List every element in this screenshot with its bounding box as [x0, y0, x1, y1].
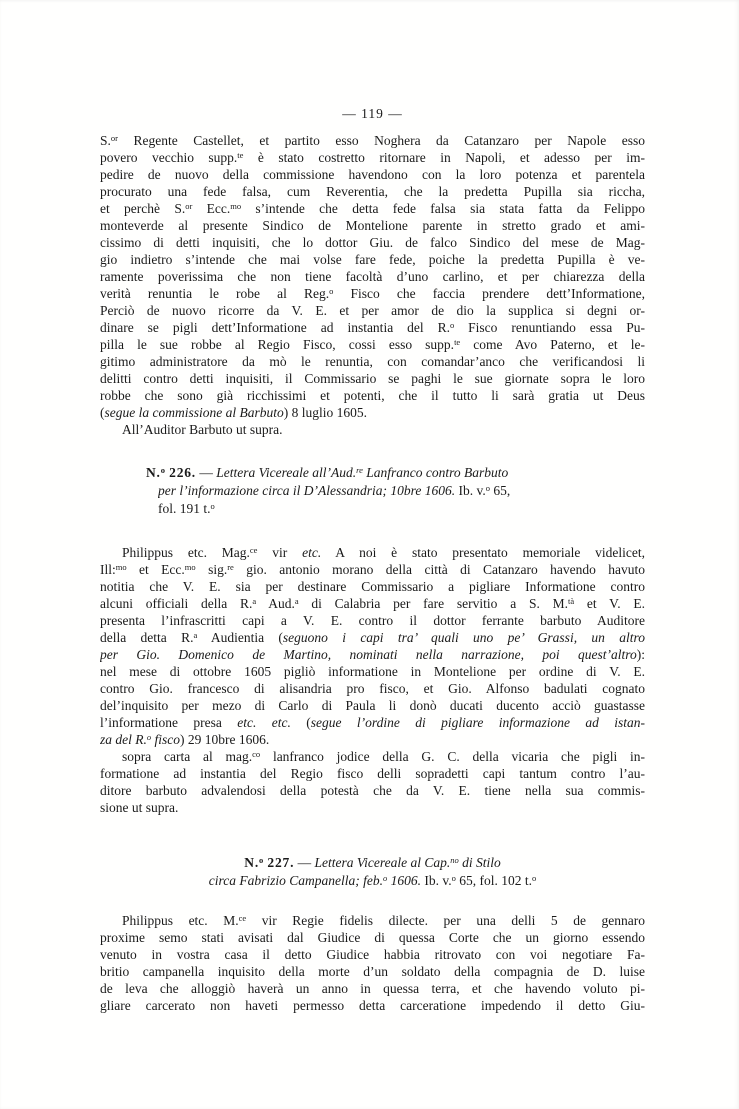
text-run: per l’informazione circa il D’Alessandria; 10bre 1606.	[158, 483, 456, 498]
text-line	[158, 500, 645, 518]
text-run: S.	[100, 133, 111, 148]
text-run: tà	[568, 596, 575, 606]
text-line	[100, 404, 645, 421]
text-run: gitimo administratore da mò le renuntia, con comandar’anco che verificandosi li	[100, 354, 645, 369]
text-run: co	[252, 749, 261, 759]
text-run: dinare se pigli dett’Informatione ad instantia del R.	[100, 320, 450, 335]
text-run: ):	[636, 647, 645, 662]
text-run: ce	[249, 545, 258, 555]
text-run: seguono i capi tra’ quali uno pe’ Grassi, un altro	[282, 630, 645, 645]
text-run: nel mese di ottobre 1605 pigliò informatione in Montelione per ordine di V. E.	[100, 664, 645, 679]
paragraph	[100, 132, 645, 421]
text-line	[100, 200, 645, 217]
paragraph	[100, 748, 645, 816]
text-line	[100, 285, 645, 302]
text-run: di Calabria per fare servitio a S. M.	[298, 596, 568, 611]
text-run: pilla le sue robbe al Regio Fisco, cossi esso supp.	[100, 337, 455, 352]
text-run: mo	[115, 562, 127, 572]
text-run: o	[449, 320, 455, 330]
text-run: re	[356, 465, 363, 475]
text-run: Lettera Vicereale all’Aud.	[216, 465, 357, 480]
text-run: et Ecc.	[126, 562, 185, 577]
paragraph	[100, 544, 645, 748]
text-line	[122, 421, 645, 438]
text-line	[100, 387, 645, 404]
text-line	[100, 782, 645, 799]
text-run: no	[450, 855, 459, 865]
text-run: vir Regie fidelis dilecte. per una delli 5 de gennaro	[246, 913, 645, 928]
text-run: della detta R.	[100, 630, 194, 645]
text-run: etc.	[302, 545, 322, 560]
text-run: —	[294, 855, 315, 870]
text-run: mo	[184, 562, 196, 572]
text-run: s’intende che detta fede falsa sia stata fatta da Felippo	[241, 201, 645, 216]
text-run: o	[531, 873, 537, 883]
text-run: fol. 191 t.	[158, 501, 211, 516]
text-line	[100, 963, 645, 980]
text-run: te	[237, 150, 244, 160]
text-line	[100, 929, 645, 946]
text-run: sione ut supra.	[100, 800, 179, 815]
text-run: o	[259, 855, 264, 865]
text-line	[122, 912, 645, 929]
text-run: segue l’ordine di pigliare informazione ad istan-	[310, 715, 645, 730]
text-line	[158, 482, 645, 500]
text-run: Fisco renuntiando essa Pu-	[454, 320, 645, 335]
text-run: 227.	[263, 855, 295, 870]
text-run: Ill:	[100, 562, 116, 577]
text-run: mo	[230, 201, 242, 211]
text-run: Philippus etc. Mag.	[122, 545, 250, 560]
text-line	[100, 183, 645, 200]
text-run: Lanfranco contro Barbuto	[362, 465, 509, 480]
text-line	[146, 464, 645, 482]
text-run: 65,	[489, 483, 511, 498]
text-run: ramente poverissima che non tiene facoltà d’uno carlino, et per chiarezza della	[100, 269, 645, 284]
text-run: gio indietro s’intende che mai volse fare fede, poiche la predetta Pupilla è ve-	[100, 252, 645, 267]
text-run: etc. etc.	[237, 715, 291, 730]
text-run: (	[290, 715, 311, 730]
text-line	[100, 663, 645, 680]
text-run: pedire de nuovo della commissione havendono con la loro potenza et parentela	[100, 167, 645, 182]
text-run: cissimo di detti inquisiti, che lo dottor Giu. de falco Sindico del mese de Mag-	[100, 235, 645, 250]
text-line	[122, 748, 645, 765]
text-run: o	[382, 873, 388, 883]
text-run: N.	[244, 855, 259, 870]
text-run: ) 8 luglio 1605.	[283, 405, 367, 420]
text-run: a	[252, 596, 257, 606]
text-run: o	[485, 483, 490, 493]
text-run: o	[329, 286, 334, 296]
section-heading	[100, 464, 645, 518]
text-run: sopra carta al mag.	[122, 749, 253, 764]
text-line	[100, 731, 645, 748]
text-run: re	[227, 562, 234, 572]
text-line	[100, 319, 645, 336]
text-run: de leva che alloggiò haverà un anno in quessa terra, et che havendo voluto pi-	[100, 981, 645, 996]
text-line	[100, 370, 645, 387]
text-run: te	[454, 337, 461, 347]
text-run: contro Gio. francesco di alisandria pro fisco, et Gio. Alfonso badulati cognato	[100, 681, 645, 696]
text-run: formatione ad instantia del Regio fisco delli sopradetti capi tantum contro l’au-	[100, 766, 645, 781]
text-line	[100, 166, 645, 183]
text-run: Philippus etc. M.	[122, 913, 239, 928]
text-run: 1606.	[387, 873, 421, 888]
text-run: Perciò de nuovo ricorre da V. E. et per amor de dio la supplica si degni or-	[100, 303, 645, 318]
text-line	[100, 854, 645, 872]
text-run: venuto in vostra casa il detto Giudice habbia ritrovato con voi negotiare Fa-	[100, 947, 645, 962]
text-line	[100, 765, 645, 782]
text-run: A noi è stato presentato memoriale videlicet,	[321, 545, 645, 560]
text-run: a	[294, 596, 299, 606]
text-line	[100, 336, 645, 353]
text-run: —	[195, 465, 217, 480]
text-run: di Stilo	[458, 855, 501, 870]
text-line	[100, 997, 645, 1014]
text-run: britio campanella inquisito della morte d’un soldato della compagnia de D. luise	[100, 964, 645, 979]
section-heading	[100, 854, 645, 890]
text-line	[100, 251, 645, 268]
text-run: ce	[238, 913, 247, 923]
text-run: delitti contro detti inquisiti, il Commissario se paghi le sue giornate sopra le loro	[100, 371, 645, 386]
text-line	[100, 629, 645, 646]
text-run: verità renuntia le robe al Reg.	[100, 286, 330, 301]
text-run: robbe che sono già ricchissimi et potenti, che il tutto li sarà gratia ut Deus	[100, 388, 645, 403]
text-run: Ecc.	[192, 201, 231, 216]
text-run: Aud.	[256, 596, 295, 611]
paragraph	[100, 421, 645, 438]
text-run: è stato costretto ritornare in Napoli, et adesso per im-	[243, 150, 645, 165]
text-line	[100, 680, 645, 697]
text-run: All’Auditor Barbuto ut supra.	[122, 422, 283, 437]
text-run: a	[193, 630, 198, 640]
text-run: come Avo Paterno, et le-	[460, 337, 645, 352]
text-line	[100, 872, 645, 890]
text-run: procurato una fede falsa, cum Reverentia, che la predetta Pupilla sia riccha,	[100, 184, 645, 199]
text-run: et V. E.	[574, 596, 645, 611]
text-run: o	[160, 465, 165, 475]
page-content	[100, 132, 645, 1014]
text-run: sig.	[195, 562, 228, 577]
text-run: povero vecchio supp.	[100, 150, 238, 165]
text-run: Regente Castellet, et partito esso Noghera da Catanzaro per Napole esso	[117, 133, 645, 148]
text-line	[100, 268, 645, 285]
text-run: o	[210, 501, 215, 511]
text-line	[100, 561, 645, 578]
text-run: N.	[146, 465, 161, 480]
text-line	[122, 544, 645, 561]
text-run: et perchè S.	[100, 201, 186, 216]
text-run: vir	[257, 545, 303, 560]
text-run: l’informatione presa	[100, 715, 238, 730]
text-line	[100, 132, 645, 149]
text-line	[100, 149, 645, 166]
paragraph	[100, 912, 645, 1014]
text-line	[100, 980, 645, 997]
text-line	[100, 714, 645, 731]
text-run: Ib. v.	[455, 483, 486, 498]
text-run: Ib. v.	[420, 873, 452, 888]
text-run: or	[185, 201, 193, 211]
text-line	[100, 799, 645, 816]
text-run: circa Fabrizio Campanella; feb.	[208, 873, 383, 888]
text-line	[100, 697, 645, 714]
text-line	[100, 946, 645, 963]
text-run: (	[100, 405, 105, 420]
text-run: alcuni officiali della R.	[100, 596, 253, 611]
text-run: Lettera Vicereale al Cap.	[314, 855, 451, 870]
text-line	[100, 217, 645, 234]
text-run: ) 29 10bre 1606.	[180, 732, 270, 747]
text-run: lanfranco jodice della G. C. della vicaria che pigli in-	[260, 749, 645, 764]
text-run: gio. antonio morano della città di Catanzaro havendo havuto	[233, 562, 645, 577]
text-line	[100, 646, 645, 663]
text-run: za del R.	[100, 732, 147, 747]
text-run: segue la commissione al Barbuto	[104, 405, 284, 420]
text-run: o	[451, 873, 456, 883]
text-run: Fisco che faccia prendere dett’Informatione,	[333, 286, 645, 301]
text-run: gliare carcerato non haveti permesso detta carceratione impedendo il detto Giu-	[100, 998, 645, 1013]
text-run: Audientia (	[197, 630, 283, 645]
text-run: o	[146, 732, 152, 742]
text-run: ditore barbuto advalendosi della potestà che da V. E. tiene nella sua commis-	[100, 783, 645, 798]
text-run: monteverde al presente Sindico de Montelione parente in stretto grado et ami-	[100, 218, 645, 233]
text-run: presenta l’infrascritti capi a V. E. contro il dottor ferrante barbuto Auditore	[100, 613, 645, 628]
text-line	[100, 302, 645, 319]
text-run: 65, fol. 102 t.	[455, 873, 532, 888]
page-number: — 119 —	[342, 106, 403, 121]
text-run: del’inquisito per mezo di Carlo di Paula li donò ducati ducento acciò guastasse	[100, 698, 645, 713]
text-run: or	[110, 133, 118, 143]
text-run: fisco	[151, 732, 180, 747]
text-line	[100, 595, 645, 612]
text-line	[100, 578, 645, 595]
text-line	[100, 353, 645, 370]
text-run: 226.	[164, 465, 196, 480]
text-run: notitia che V. E. sia per destinare Commissario a pigliare Informatione contro	[100, 579, 645, 594]
text-run: per Gio. Domenico de Martino, nominati nella narrazione, poi quest’altro	[100, 647, 637, 662]
text-line	[100, 612, 645, 629]
text-run: proxime semo stati avisati dal Giudice di quessa Corte che un giorno essendo	[100, 930, 645, 945]
text-line	[100, 234, 645, 251]
